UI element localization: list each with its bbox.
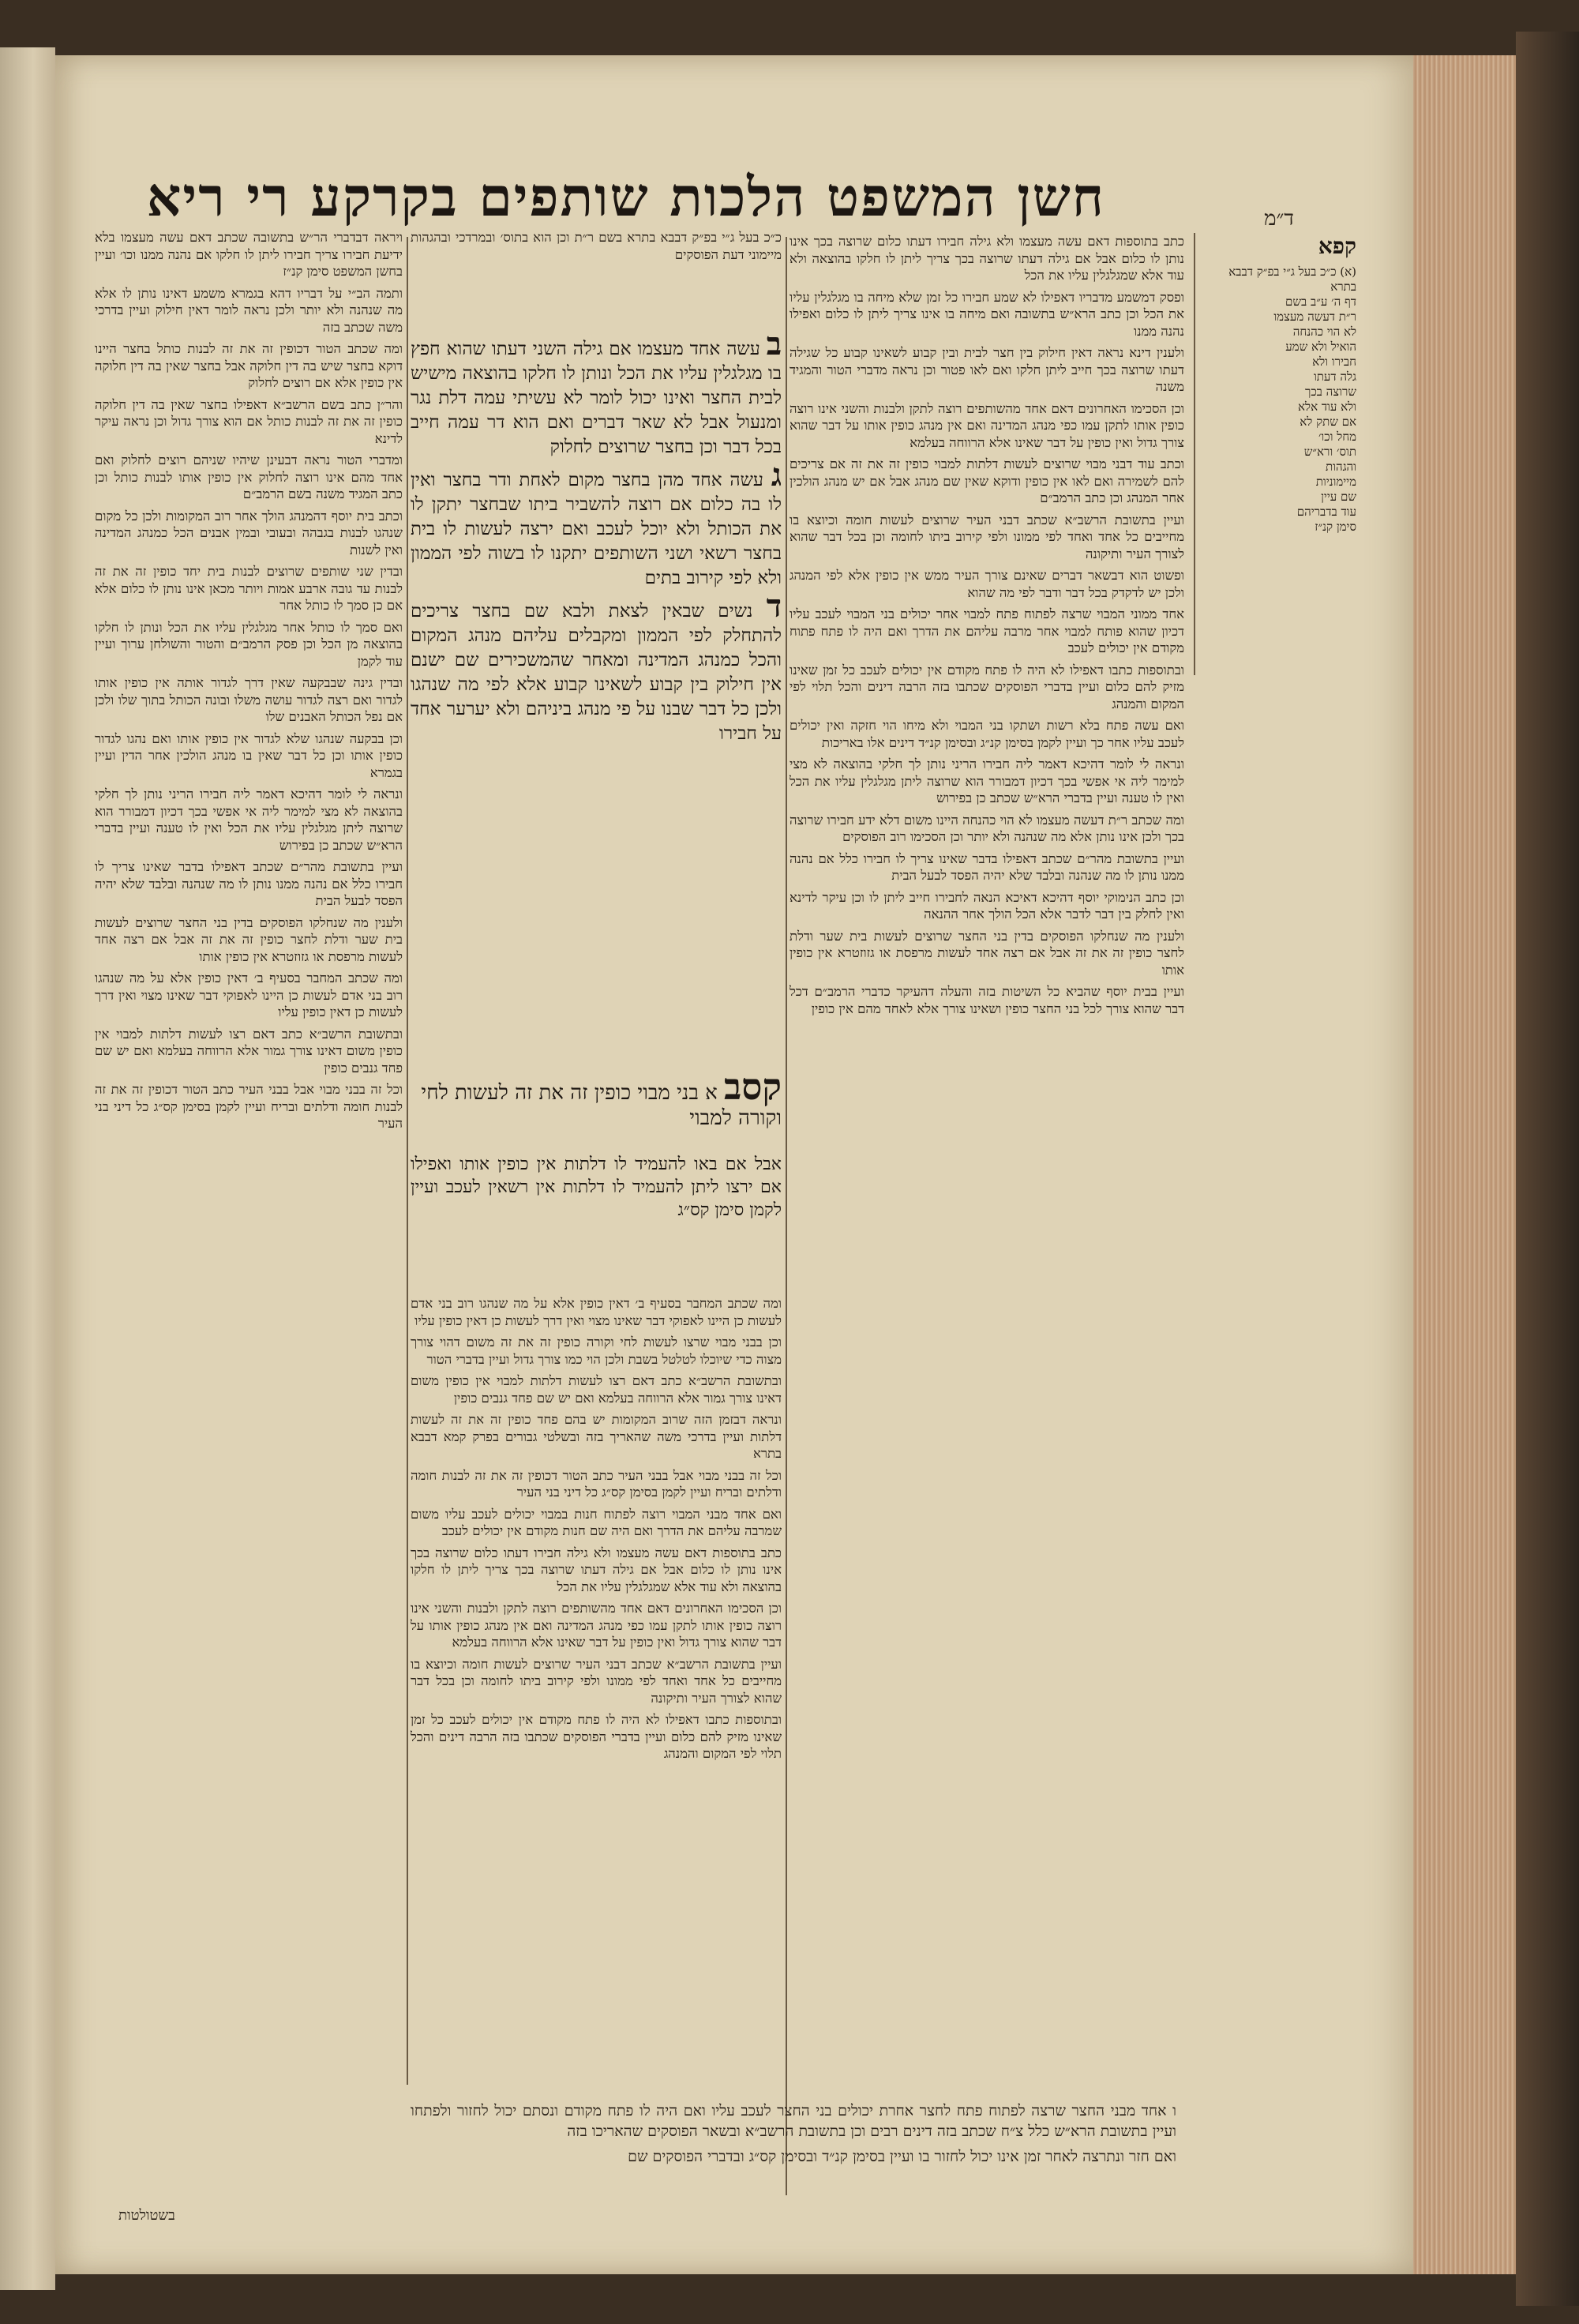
paragraph: ואם אחד מבני המבוי רוצה לפתוח חנות במבוי יכולים לעכב עליו משום שמרבה עליהם את הדרך ואם היה שם חנות מקודם אין יכולים לעכב: [411, 1506, 782, 1538]
column-divider-left: [407, 237, 408, 2085]
paragraph: ובתוספות כתבו דאפילו לא היה לו פתח מקודם אין יכולים לעכב כל זמן שאינו מזיק להם כלום ועיין בדברי הפוסקים שכתבו בזה הרבה דינים והכל תלוי לפי המקום והמנהג: [790, 662, 1184, 711]
paragraph: ומדברי הטור נראה דבעינן שיהיו שניהם רוצים לחלוק ואם אחד מהם אינו רוצה לחלוק אין כופין אותו לבנות כותל וכן כתב המגיד משנה בשם הרמב״ם: [95, 452, 403, 501]
margin-note: [1206, 233, 1356, 723]
page-title: חשן המשפט הלכות שותפים בקרקע רי ריא: [146, 166, 1105, 229]
paragraph-text: נשים שבאין לצאת ולבא שם בחצר צריכים להתחלק לפי הממון ומקבלים עליהם מנהג המקום והכל כמנהג המדינה ומאחר שהמשכירים שם ישנם אין חילוק בין קבוע לשאינו קבוע אלא לפי מה שנהגו ולכן כל דבר שבנו על פי מנהג ביניהם ולא יערער אחד על חבירו: [411, 601, 782, 744]
paragraph: ולענין דינא נראה דאין חילוק בין חצר לבית ובין קבוע לשאינו קבוע כל שגילה דעתו שרוצה בכך חייב ליתן חלקו ואם לאו פטור וכן נראה מדברי הטור והמגיד משנה: [790, 345, 1184, 394]
paragraph: ובתשובת הרשב״א כתב דאם רצו לעשות דלתות למבוי אין כופין משום דאינו צורך גמור אלא הרווחה בעלמא ואם יש שם פחד גנבים כופין: [411, 1373, 782, 1406]
paragraph: וכן בבקעה שנהגו שלא לגדור אין כופין אותו ואם נהגו לגדור כופין אותו וכן כל דבר שאין בו מנהג הולכין אחר הדין ועיין בגמרא: [95, 730, 403, 780]
page-block-edge: [1413, 55, 1516, 2274]
commentary-center-bottom: [411, 1295, 782, 2101]
paragraph: וכתב עוד דבני מבוי שרוצים לעשות דלתות למבוי כופין זה את זה אם צריכים להם לשמירה ואם לאו אין כופין ודוקא שאין שם מנהג אבל אם יש מנהג הולכין אחר המנהג וכן כתב הרמב״ם: [790, 456, 1184, 505]
catchword: בשטולטות: [118, 2207, 175, 2224]
main-text: [411, 325, 782, 1066]
main-paragraph: [411, 588, 782, 746]
paragraph: ולענין מה שנחלקו הפוסקים בדין בני החצר שרוצים לעשות בית שער ודלת לחצר כופין זה את זה אבל אם רצה אחד לעשות מרפסת או גזוזטרא אין כופין אותו: [790, 928, 1184, 978]
bottom-paragraph: [411, 2101, 1176, 2203]
paragraph: ועיין בתשובת הרשב״א שכתב דבני העיר שרוצים לעשות חומה וכיוצא בו מחייבים כל אחד ואחד לפי ממונו ולפי קירוב ביתו לחומה וכן בכל דבר שהוא לצורך העיר ותיקונה: [411, 1656, 782, 1706]
margin-divider: [1194, 233, 1195, 675]
paragraph: ופשוט הוא דבשאר דברים שאינם צורך העיר ממש אין כופין אלא לפי המנהג ולכן יש לדקדק בכל דבר ודבר לפי מה שהוא: [790, 568, 1184, 600]
paragraph: וכל זה בבני מבוי אבל בבני העיר כתב הטור דכופין זה את זה לבנות חומה ודלתים ובריח ועיין לקמן בסימן קס״ג כל דיני בני העיר: [411, 1467, 782, 1500]
paragraph: וכן הסכימו האחרונים דאם אחד מהשותפים רוצה לתקן ולבנות והשני אינו רוצה כופין אותו לתקן עמו כפי מנהג המדינה ואם אין מנהג כופין אותו על דבר שהוא צורך גדול ואין כופין על דבר שאינו אלא הרווחה בעלמא: [790, 400, 1184, 450]
paragraph: כ״כ בעל ג״י בפ״ק דבבא בתרא בשם ר״ת וכן הוא בתוס׳ ובמרדכי ובהגהות מיימוני דעת הפוסקים: [411, 230, 782, 262]
section-main-text: אבל אם באו להעמיד לו דלתות אין כופין אותו ואפילו אם ירצו ליתן להעמיד לו דלתות אין רשאין לעכב ועיין לקמן סימן קס״ג: [411, 1154, 782, 1220]
paragraph: ועיין בתשובת הרשב״א שכתב דבני העיר שרוצים לעשות חומה וכיוצא בו מחייבים כל אחד ואחד לפי ממונו ולפי קירוב ביתו לחומה וכן בכל דבר שהוא לצורך העיר ותיקונה: [790, 512, 1184, 561]
book-cover: [1516, 32, 1579, 2306]
commentary-column-right: [790, 233, 1184, 2097]
paragraph: ונראה לי לומר דהיכא דאמר ליה חבירו הריני נותן לך חלקי בהוצאה לא מצי למימר ליה אי אפשי בכך דכיון דמבורר הוא שרוצה ליתן מגלגלין עליו את הכל ואין לו טענה ועיין בדברי הרא״ש שכתב כן בפירוש: [790, 757, 1184, 805]
commentary-center-top: [411, 229, 782, 324]
paragraph-letter: ג: [771, 456, 782, 494]
paragraph: ובתשובת הרשב״א כתב דאם רצו לעשות דלתות למבוי אין כופין משום דאינו צורך גמור אלא הרווחה בעלמא ואם יש שם פחד גנבים כופין: [95, 1026, 403, 1076]
paragraph: ובדין גינה שבבקעה שאין דרך לגדור אותה אין כופין אותו לגדור ואם רצה לגדור עושה משלו ובונה הכותל בתוך שלו ולכן אם נפל הכותל האבנים שלו: [95, 675, 403, 724]
paragraph: ותמה הב״י על דבריו דהא בגמרא משמע דאינו נותן לו אלא מה שנהנה ולא יותר ולכן נראה לומר דאין חילוק ועיין בדרכי משה שכתב בזה: [95, 285, 403, 335]
paragraph: ועיין בתשובת מהר״ם שכתב דאפילו בדבר שאינו צריך לו חבירו כלל אם נהנה ממנו נותן לו מה שנהנה ובלבד שלא יהיה הפסד לבעל הבית: [95, 859, 403, 908]
paragraph: וכן הסכימו האחרונים דאם אחד מהשותפים רוצה לתקן ולבנות והשני אינו רוצה כופין אותו לתקן עמו כפי מנהג המדינה ואם אין מנהג כופין אותו על דבר שהוא צורך גדול ואין כופין על דבר שאינו אלא הרווחה בעלמא: [411, 1601, 782, 1650]
paragraph: ולענין מה שנחלקו הפוסקים בדין בני החצר שרוצים לעשות בית שער ודלת לחצר כופין זה את זה אבל אם רצה אחד לעשות מרפסת או גזוזטרא אין כופין אותו: [95, 914, 403, 964]
section-subtitle: א בני מבוי כופין זה את זה לעשות לחי וקורה למבוי: [421, 1081, 782, 1130]
paragraph: וכן בבני מבוי שרצו לעשות לחי וקורה כופין זה את זה משום דהוי צורך מצוה כדי שיוכלו לטלטל בשבת ולכן הוי כמו צורך גדול ועיין בדברי הטור: [411, 1335, 782, 1367]
paragraph: וכתב בית יוסף דהמנהג הולך אחר רוב המקומות ולכן כל מקום שנהגו לבנות בגבהה ובעובי ובמין אבנים הכל כמנהג המדינה ואין לשנות: [95, 508, 403, 558]
paragraph: ואם סמך לו כותל אחר מגלגלין עליו את הכל ונותן לו חלקו בהוצאה מן הכל וכן פסק הרמב״ם והטור והשולחן ערוך ועיין עוד לקמן: [95, 619, 403, 669]
paragraph: ומה שכתב הטור דכופין זה את זה לבנות כותל בחצר היינו דוקא בחצר שיש בה דין חלוקה אבל בחצר שאין בה דין חלוקה אין כופין אלא אם רוצים לחלוק: [95, 341, 403, 390]
paragraph: ו אחד מבני החצר שרצה לפתוח פתח לחצר אחרת יכולים בני החצר לעכב עליו ואם היה לו פתח מקודם ונסתם יכול לחזור ולפתחו ועיין בתשובת הרא״ש כלל צ״ח שכתב בזה דינים רבים וכן בתשובת הרשב״א ובשאר הפוסקים שהאריכו בזה: [411, 2102, 1176, 2140]
paragraph: ומה שכתב המחבר בסעיף ב׳ דאין כופין אלא על מה שנהגו רוב בני אדם לעשות כן היינו לאפוקי דבר שאינו מצוי ואין דרך לעשות כן דאין כופין עליו: [95, 971, 403, 1019]
folio-number: ד״מ: [1264, 207, 1294, 231]
paragraph: ועיין בתשובת מהר״ם שכתב דאפילו בדבר שאינו צריך לו חבירו כלל אם נהנה ממנו נותן לו מה שנהנה ובלבד שלא יהיה הפסד לבעל הבית: [790, 850, 1184, 883]
paragraph: ומה שכתב ר״ת דעשה מעצמו לא הוי כהנחה היינו משום דלא ידע חבירו שרוצה בכך ולכן אינו נותן אלא מה שנהנה ולא יותר וכן הסכימו רוב הפוסקים: [790, 812, 1184, 844]
paragraph: אחד ממוני המבוי שרצה לפתוח פתח למבוי אחר יכולים בני המבוי לעכב עליו דכיון שהוא פותח למבוי אחר מרבה עליהם את הדרך ואם היה לו פתח פתוח מקודם אין יכולים לעכב: [790, 606, 1184, 655]
paragraph: ואם חזר ונתרצה לאחר זמן אינו יכול לחזור בו ועיין בסימן קנ״ד ובסימן קס״ג ובדברי הפוסקים שם: [628, 2148, 1176, 2165]
main-paragraph: [411, 325, 782, 460]
paragraph: ונראה לי לומר דהיכא דאמר ליה חבירו הריני נותן לך חלקי בהוצאה לא מצי למימר ליה אי אפשי בכך דכיון דמבורר הוא שרוצה ליתן מגלגלין עליו את הכל ואין לו טענה ועיין בדברי הרא״ש שכתב כן בפירוש: [95, 787, 403, 853]
section-number: קסב: [724, 1065, 782, 1108]
paragraph: כתב בתוספות דאם עשה מעצמו ולא גילה חבירו דעתו כלום שרוצה בכך אינו נותן לו כלום אבל אם גילה דעתו שרוצה בכך צריך ליתן לו חלקו בהוצאה ולא עוד אלא שמגלגלין עליו את הכל: [411, 1545, 782, 1594]
main-paragraph: [411, 456, 782, 591]
paragraph: ויראה דבדברי הר״ש בתשובה שכתב דאם עשה מעצמו בלא ידיעת חבירו צריך חבירו ליתן לו חלקו אם נהנה ממנו וכו׳ ועיין בחשן המשפט סימן קנ״ז: [95, 230, 403, 279]
paragraph: ובדין שני שותפים שרוצים לבנות בית יחד כופין זה את זה לבנות עד גובה ארבע אמות ויותר מכאן אינו נותן לו כלום אלא אם כן סמך לו כותל אחר: [95, 564, 403, 613]
paragraph: ופסק דמשמע מדבריו דאפילו לא שמע חבירו כל זמן שלא מיחה בו מגלגלין עליו את הכל וכן כתב הרא״ש בתשובה ואם מיחה בו אינו צריך ליתן לו כלום ואפילו נהנה ממנו: [790, 289, 1184, 339]
left-page-edge: [0, 47, 55, 2290]
paragraph: ומה שכתב המחבר בסעיף ב׳ דאין כופין אלא על מה שנהגו רוב בני אדם לעשות כן היינו לאפוקי דבר שאינו מצוי ואין דרך לעשות כן דאין כופין עליו: [411, 1296, 782, 1328]
paragraph-text: עשה אחד מעצמו אם גילה השני דעתו שהוא חפץ בו מגלגלין עליו את הכל ונותן לו חלקו בהוצאה מישיש לבית החצר ואינו יכול לומר לא עשיתי עמה דלת נגר ומנעול אבל לא שאר דברים ואם הוא דר עמה חייב בכל דבר וכן בחצר שרוצים לחלוק: [411, 339, 782, 457]
paragraph-text: עשה אחד מהן בחצר מקום לאחת ודר בחצר ואין לו בה כלום אם רוצה להשביר ביתו שבחצר יתקן לו את הכותל ולא יוכל לעכב ואם ירצה לעשות לו בית בחצר רשאי ושני השותפים יתקנו לו בשוה לפי הממון ולא לפי קירוב בתים: [411, 470, 782, 588]
paragraph: כתב בתוספות דאם עשה מעצמו ולא גילה חבירו דעתו כלום שרוצה בכך אינו נותן לו כלום אבל אם גילה דעתו שרוצה בכך צריך ליתן לו חלקו בהוצאה ולא עוד אלא שמגלגלין עליו את הכל: [790, 234, 1184, 283]
paragraph: ונראה דבזמן הזה שרוב המקומות יש בהם פחד כופין זה את זה לעשות דלתות ועיין בדרכי משה שהאריך בזה ובשלטי גבורים בפרק קמא דבבא בתרא: [411, 1412, 782, 1461]
margin-heading: קפא: [1318, 233, 1356, 259]
paragraph: ובתוספות כתבו דאפילו לא היה לו פתח מקודם אין יכולים לעכב כל זמן שאינו מזיק להם כלום ועיין בדברי הפוסקים שכתבו בזה הרבה דינים והכל תלוי לפי המקום והמנהג: [411, 1712, 782, 1761]
paragraph: וכן כתב הנימוקי יוסף דהיכא דאיכא הנאה לחבירו חייב ליתן לו וכן עיקר לדינא ואין לחלק בין דבר לדבר אלא הכל הולך אחר ההנאה: [790, 889, 1184, 922]
paragraph: ועיין בבית יוסף שהביא כל השיטות בזה והעלה דהעיקר כדברי הרמב״ם דכל דבר שהוא צורך לכל בני החצר כופין ושאינו צורך אלא לאחד מהם אין כופין: [790, 984, 1184, 1016]
paragraph: וכל זה בבני מבוי אבל בבני העיר כתב הטור דכופין זה את זה לבנות חומה ודלתים ובריח ועיין לקמן בסימן קס״ג כל דיני בני העיר: [95, 1082, 403, 1131]
margin-note-text: (א) כ״כ בעל ג״י בפ״ק דבבא בתרא דף ה׳ ע״ב בשם ר״ת דעשה מעצמו לא הוי כהנחה הואיל ולא שמע חבירו ולא גלה דעתו שרוצה בכך ולא עוד אלא אם שתק לא מחל וכו׳ תוס׳ ורא״ש והגהות מיימוניות שם עיין עוד בדבריהם סימן קנ״ז: [1228, 265, 1356, 534]
section-heading: [411, 1065, 782, 1145]
paragraph-letter: ד: [766, 588, 782, 625]
paragraph: ואם עשה פתח בלא רשות ושתקו בני המבוי ולא מיחו הוי חזקה ואין יכולים לעכב עליו אחר כך ועיין לקמן בסימן קנ״ג ובסימן קנ״ד דינים אלו באריכות: [790, 718, 1184, 750]
paragraph: והר״ן כתב בשם הרשב״א דאפילו בחצר שאין בה דין חלוקה כופין זה את זה לבנות כותל אם הוא צורך גדול וכן נראה עיקר לדינא: [95, 396, 403, 446]
paragraph-letter: ב: [766, 325, 782, 362]
commentary-column-left: [95, 229, 403, 2085]
column-divider-right: [786, 237, 787, 2195]
